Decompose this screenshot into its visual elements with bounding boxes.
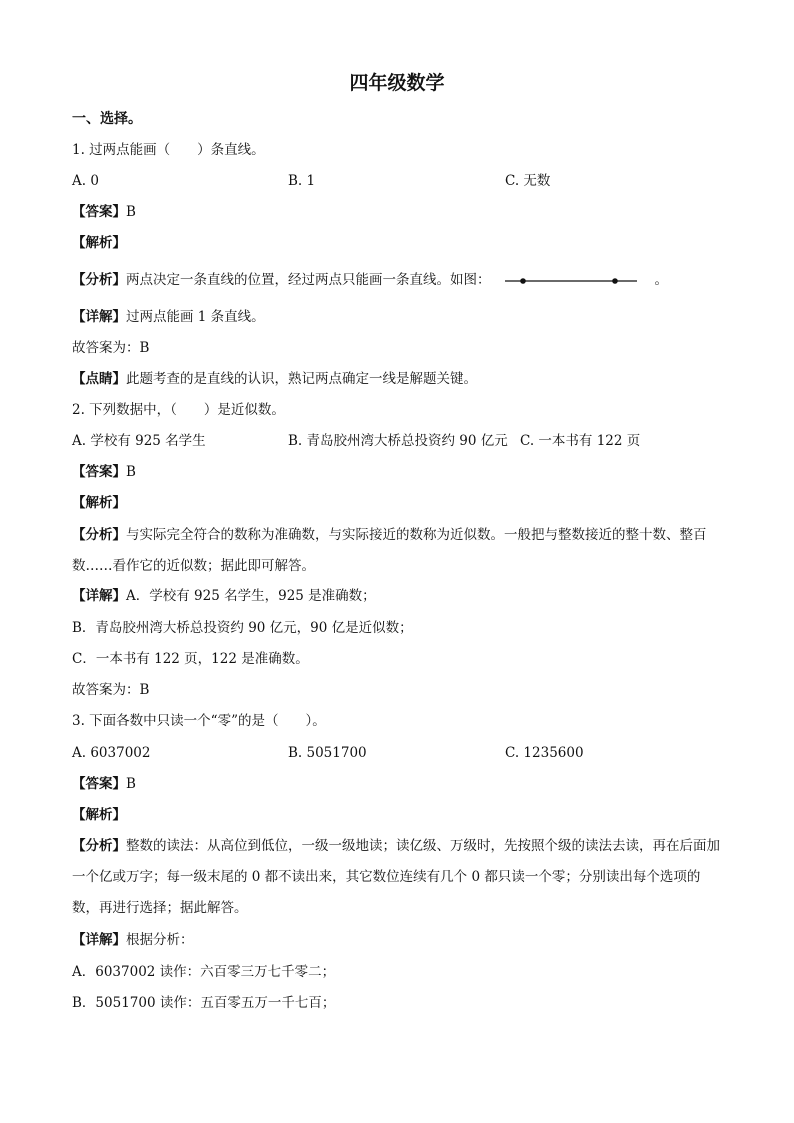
fenxi-tag: 【分析】 xyxy=(72,838,126,854)
fenxi-end: 。 xyxy=(654,272,668,288)
q1-option-c: C. 无数 xyxy=(505,173,551,189)
answer-tag: 【答案】 xyxy=(72,204,126,220)
detail-text: 过两点能画 1 条直线。 xyxy=(126,309,265,325)
q2-analysis-tag xyxy=(72,493,126,513)
answer-value: B xyxy=(126,464,136,480)
q1-detail xyxy=(72,307,265,327)
q1-answer xyxy=(72,202,136,222)
detail-text: 根据分析： xyxy=(126,932,194,948)
comment-tag: 【点睛】 xyxy=(72,371,126,387)
answer-tag: 【答案】 xyxy=(72,776,126,792)
detail-tag: 【详解】 xyxy=(72,932,126,948)
analysis-tag: 【解析】 xyxy=(72,235,126,251)
comment-text: 此题考查的是直线的认识，熟记两点确定一线是解题关键。 xyxy=(126,371,477,387)
line-through-two-points-figure xyxy=(505,275,637,287)
q2-option-b: B. 青岛胶州湾大桥总投资约 90 亿元 xyxy=(288,433,508,449)
q2-detail-b: B．青岛胶州湾大桥总投资约 90 亿元，90 亿是近似数； xyxy=(72,620,413,636)
fenxi-text: 与实际完全符合的数称为准确数，与实际接近的数称为近似数。一般把与整数接近的整十数、整百数……看作它的近似数；据此即可解答。 xyxy=(72,527,707,574)
q1-option-b: B. 1 xyxy=(288,173,316,189)
q3-option-a: A. 6037002 xyxy=(72,745,151,761)
fenxi-tag: 【分析】 xyxy=(72,527,126,543)
fenxi-text: 两点决定一条直线的位置，经过两点只能画一条直线。如图： xyxy=(126,272,491,288)
q3-detail-b: B．5051700 读作：五百零五万一千七百； xyxy=(72,995,336,1011)
q1-conclusion: 故答案为：B xyxy=(72,340,150,356)
answer-value: B xyxy=(126,204,136,220)
section-heading: 一、选择。 xyxy=(72,111,142,127)
detail-tag: 【详解】 xyxy=(72,309,126,325)
q2-detail xyxy=(72,586,376,606)
q3-answer xyxy=(72,774,136,794)
point-2 xyxy=(612,278,618,284)
detail-text: A．学校有 925 名学生，925 是准确数； xyxy=(126,588,376,604)
analysis-tag: 【解析】 xyxy=(72,807,126,823)
q2-conclusion: 故答案为：B xyxy=(72,682,150,698)
detail-tag: 【详解】 xyxy=(72,588,126,604)
q2-stem: 2. 下列数据中，（ ）是近似数。 xyxy=(72,402,285,418)
q2-answer xyxy=(72,462,136,482)
q1-comment xyxy=(72,369,477,389)
q3-analysis-tag xyxy=(72,805,126,825)
q1-fenxi xyxy=(72,270,668,290)
point-1 xyxy=(520,278,526,284)
q3-option-c: C. 1235600 xyxy=(505,745,584,761)
q3-detail-a: A．6037002 读作：六百零三万七千零二； xyxy=(72,964,336,980)
q1-stem: 1. 过两点能画（ ）条直线。 xyxy=(72,142,265,158)
answer-tag: 【答案】 xyxy=(72,464,126,480)
q2-detail-c: C．一本书有 122 页，122 是准确数。 xyxy=(72,651,309,667)
q3-detail xyxy=(72,930,194,950)
q1-analysis-tag xyxy=(72,233,126,253)
q3-stem: 3. 下面各数中只读一个“零”的是（ ）。 xyxy=(72,713,326,729)
q3-fenxi xyxy=(72,831,724,924)
analysis-tag: 【解析】 xyxy=(72,495,126,511)
answer-value: B xyxy=(126,776,136,792)
q2-fenxi xyxy=(72,520,724,582)
q2-option-c: C. 一本书有 122 页 xyxy=(520,433,641,449)
q3-option-b: B. 5051700 xyxy=(288,745,367,761)
page-title: 四年级数学 xyxy=(349,72,445,94)
q1-option-a: A. 0 xyxy=(72,173,99,189)
fenxi-tag: 【分析】 xyxy=(72,272,126,288)
q2-option-a: A. 学校有 925 名学生 xyxy=(72,433,206,449)
fenxi-text: 整数的读法：从高位到低位，一级一级地读；读亿级、万级时，先按照个级的读法去读，再在后面加一个亿或万字；每一级末尾的 0 都不读出来，其它数位连续有几个 0 都只读一个零；分别读出每个选项的数，再进行选择；据此解答。 xyxy=(72,838,720,916)
